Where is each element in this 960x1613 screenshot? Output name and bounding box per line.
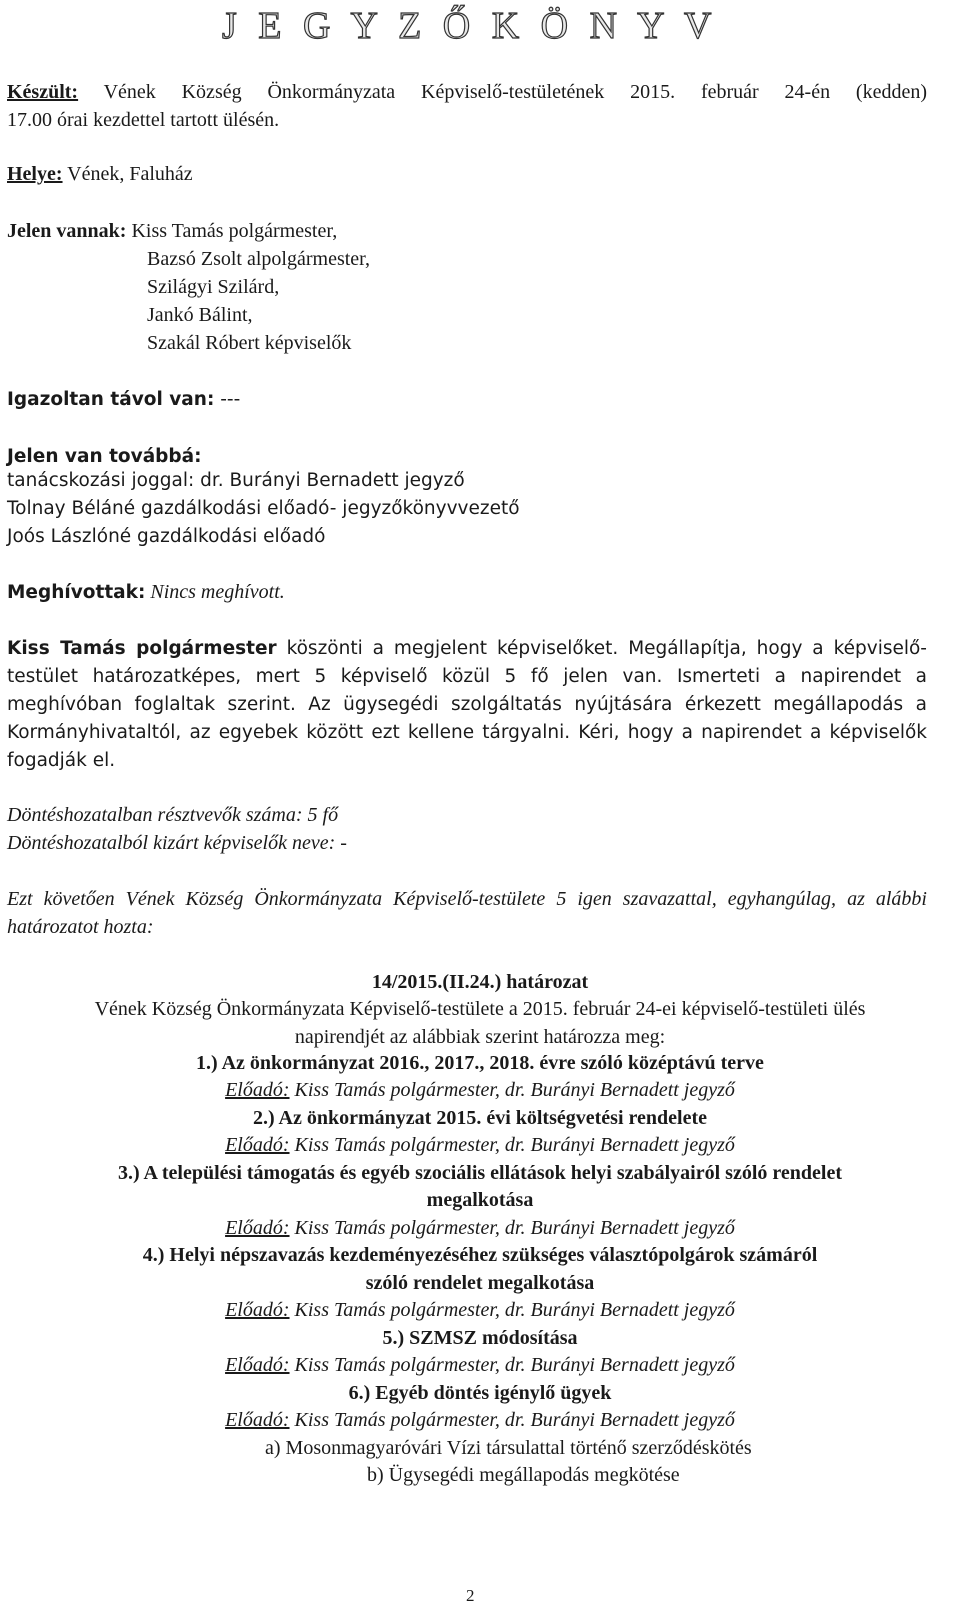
resolution-line-2: napirendjét az alábbiak szerint határozza meg: bbox=[294, 1026, 666, 1048]
agenda-item-6: 6.) Egyéb döntés igénylő ügyek bbox=[348, 1382, 612, 1404]
tovabba-line-2: Tolnay Béláné gazdálkodási előadó- jegyzőkönyvvezető bbox=[7, 498, 520, 519]
agenda-item-4: 4.) Helyi népszavazás kezdeményezéséhez szükséges választópolgárok számáról bbox=[142, 1244, 818, 1266]
member-1: Kiss Tamás polgármester, bbox=[131, 220, 338, 242]
member-5: Szakál Róbert képviselők bbox=[147, 332, 352, 354]
helye-label: Helye: bbox=[7, 163, 63, 185]
meghivottak-label: Meghívottak: bbox=[7, 582, 146, 603]
presenter-label: Előadó: bbox=[225, 1134, 290, 1156]
presenter-names: Kiss Tamás polgármester, dr. Burányi Bernadett jegyző bbox=[294, 1217, 735, 1239]
document-title: J E G Y Z Ő K Ö N Y V bbox=[222, 5, 718, 47]
tovabba-line-1: tanácskozási joggal: dr. Burányi Bernadett jegyző bbox=[7, 470, 465, 491]
intro-line-5: fogadják el. bbox=[7, 750, 116, 771]
presenter-label: Előadó: bbox=[225, 1299, 290, 1321]
page-number: 2 bbox=[466, 1586, 475, 1605]
jelen-van-tovabba-label: Jelen van továbbá: bbox=[7, 446, 202, 467]
presenter-label: Előadó: bbox=[225, 1354, 290, 1376]
igazoltan-line bbox=[7, 386, 240, 413]
helye-value: Vének, Faluház bbox=[67, 163, 193, 185]
presenter-names: Kiss Tamás polgármester, dr. Burányi Bernadett jegyző bbox=[294, 1409, 735, 1431]
presenter-names: Kiss Tamás polgármester, dr. Burányi Bernadett jegyző bbox=[294, 1299, 735, 1321]
intro-text-1: köszönti a megjelent képviselőket. Megállapítja, hogy a képviselő- bbox=[286, 638, 927, 659]
agenda-item-1: 1.) Az önkormányzat 2016., 2017., 2018. évre szóló középtávú terve bbox=[196, 1052, 764, 1074]
presenter-line-2 bbox=[0, 1132, 960, 1159]
keszult-label: Készült: bbox=[7, 81, 79, 103]
vote-line-2: határozatot hozta: bbox=[7, 916, 154, 938]
member-4: Jankó Bálint, bbox=[147, 304, 253, 326]
presenter-label: Előadó: bbox=[225, 1079, 290, 1101]
sub-item-b: b) Ügysegédi megállapodás megkötése bbox=[367, 1464, 680, 1486]
keszult-text: Vének Község Önkormányzata Képviselő-testületének 2015. február 24-én (kedden) bbox=[103, 81, 927, 103]
intro-line-3: meghívóban foglaltak szerint. Az ügysegédi szolgáltatás nyújtására érkezett megállapodás a bbox=[7, 694, 927, 715]
keszult-line-2: 17.00 órai kezdettel tartott ülésén. bbox=[7, 109, 280, 131]
member-2: Bazsó Zsolt alpolgármester, bbox=[147, 248, 371, 270]
presenter-label: Előadó: bbox=[225, 1409, 290, 1431]
resolution-title: 14/2015.(II.24.) határozat bbox=[371, 971, 589, 993]
igazoltan-label: Igazoltan távol van: bbox=[7, 389, 215, 410]
agenda-item-2: 2.) Az önkormányzat 2015. évi költségvetési rendelete bbox=[253, 1107, 707, 1129]
agenda-item-4-cont: szóló rendelet megalkotása bbox=[365, 1272, 595, 1294]
jelen-vannak-label: Jelen vannak: bbox=[7, 220, 127, 242]
presenter-line-6 bbox=[0, 1407, 960, 1434]
presenter-names: Kiss Tamás polgármester, dr. Burányi Bernadett jegyző bbox=[294, 1079, 735, 1101]
presenter-label: Előadó: bbox=[225, 1217, 290, 1239]
sub-item-a: a) Mosonmagyaróvári Vízi társulattal történő szerződéskötés bbox=[265, 1437, 752, 1459]
meghivottak-line bbox=[7, 579, 285, 606]
tovabba-line-3: Joós Lászlóné gazdálkodási előadó bbox=[7, 526, 326, 547]
agenda-item-5: 5.) SZMSZ módosítása bbox=[382, 1327, 578, 1349]
igazoltan-value: --- bbox=[220, 389, 241, 410]
intro-speaker: Kiss Tamás polgármester bbox=[7, 638, 277, 659]
vote-line-1: Ezt követően Vének Község Önkormányzata Képviselő-testülete 5 igen szavazattal, egyhangúlag, az alábbi bbox=[7, 888, 927, 910]
presenter-line-3 bbox=[0, 1215, 960, 1242]
presenter-line-4 bbox=[0, 1297, 960, 1324]
keszult-line-1 bbox=[7, 79, 927, 106]
dontes-line-2: Döntéshozatalból kizárt képviselők neve: - bbox=[7, 832, 347, 854]
agenda-item-3: 3.) A települési támogatás és egyéb szociális ellátások helyi szabályairól szóló rendelet bbox=[117, 1162, 842, 1184]
intro-line-4: Kormányhivataltól, az egyebek között ezt kellene tárgyalni. Kéri, hogy a napirendet a képviselők bbox=[7, 722, 927, 743]
member-3: Szilágyi Szilárd, bbox=[147, 276, 280, 298]
presenter-line-1 bbox=[0, 1077, 960, 1104]
resolution-line-1: Vének Község Önkormányzata Képviselő-testülete a 2015. február 24-ei képviselő-testületi ülés bbox=[94, 998, 866, 1020]
intro-line-1 bbox=[7, 635, 927, 662]
meghivottak-value: Nincs meghívott. bbox=[150, 581, 285, 603]
helye-line bbox=[7, 161, 193, 188]
jelen-vannak-line bbox=[7, 218, 337, 245]
agenda-item-3-cont: megalkotása bbox=[426, 1189, 534, 1211]
dontes-line-1: Döntéshozatalban résztvevők száma: 5 fő bbox=[7, 804, 339, 826]
intro-line-2: testület határozatképes, mert 5 képviselő közül 5 fő jelen van. Ismerteti a napirendet a bbox=[7, 666, 927, 687]
presenter-names: Kiss Tamás polgármester, dr. Burányi Bernadett jegyző bbox=[294, 1354, 735, 1376]
presenter-line-5 bbox=[0, 1352, 960, 1379]
presenter-names: Kiss Tamás polgármester, dr. Burányi Bernadett jegyző bbox=[294, 1134, 735, 1156]
